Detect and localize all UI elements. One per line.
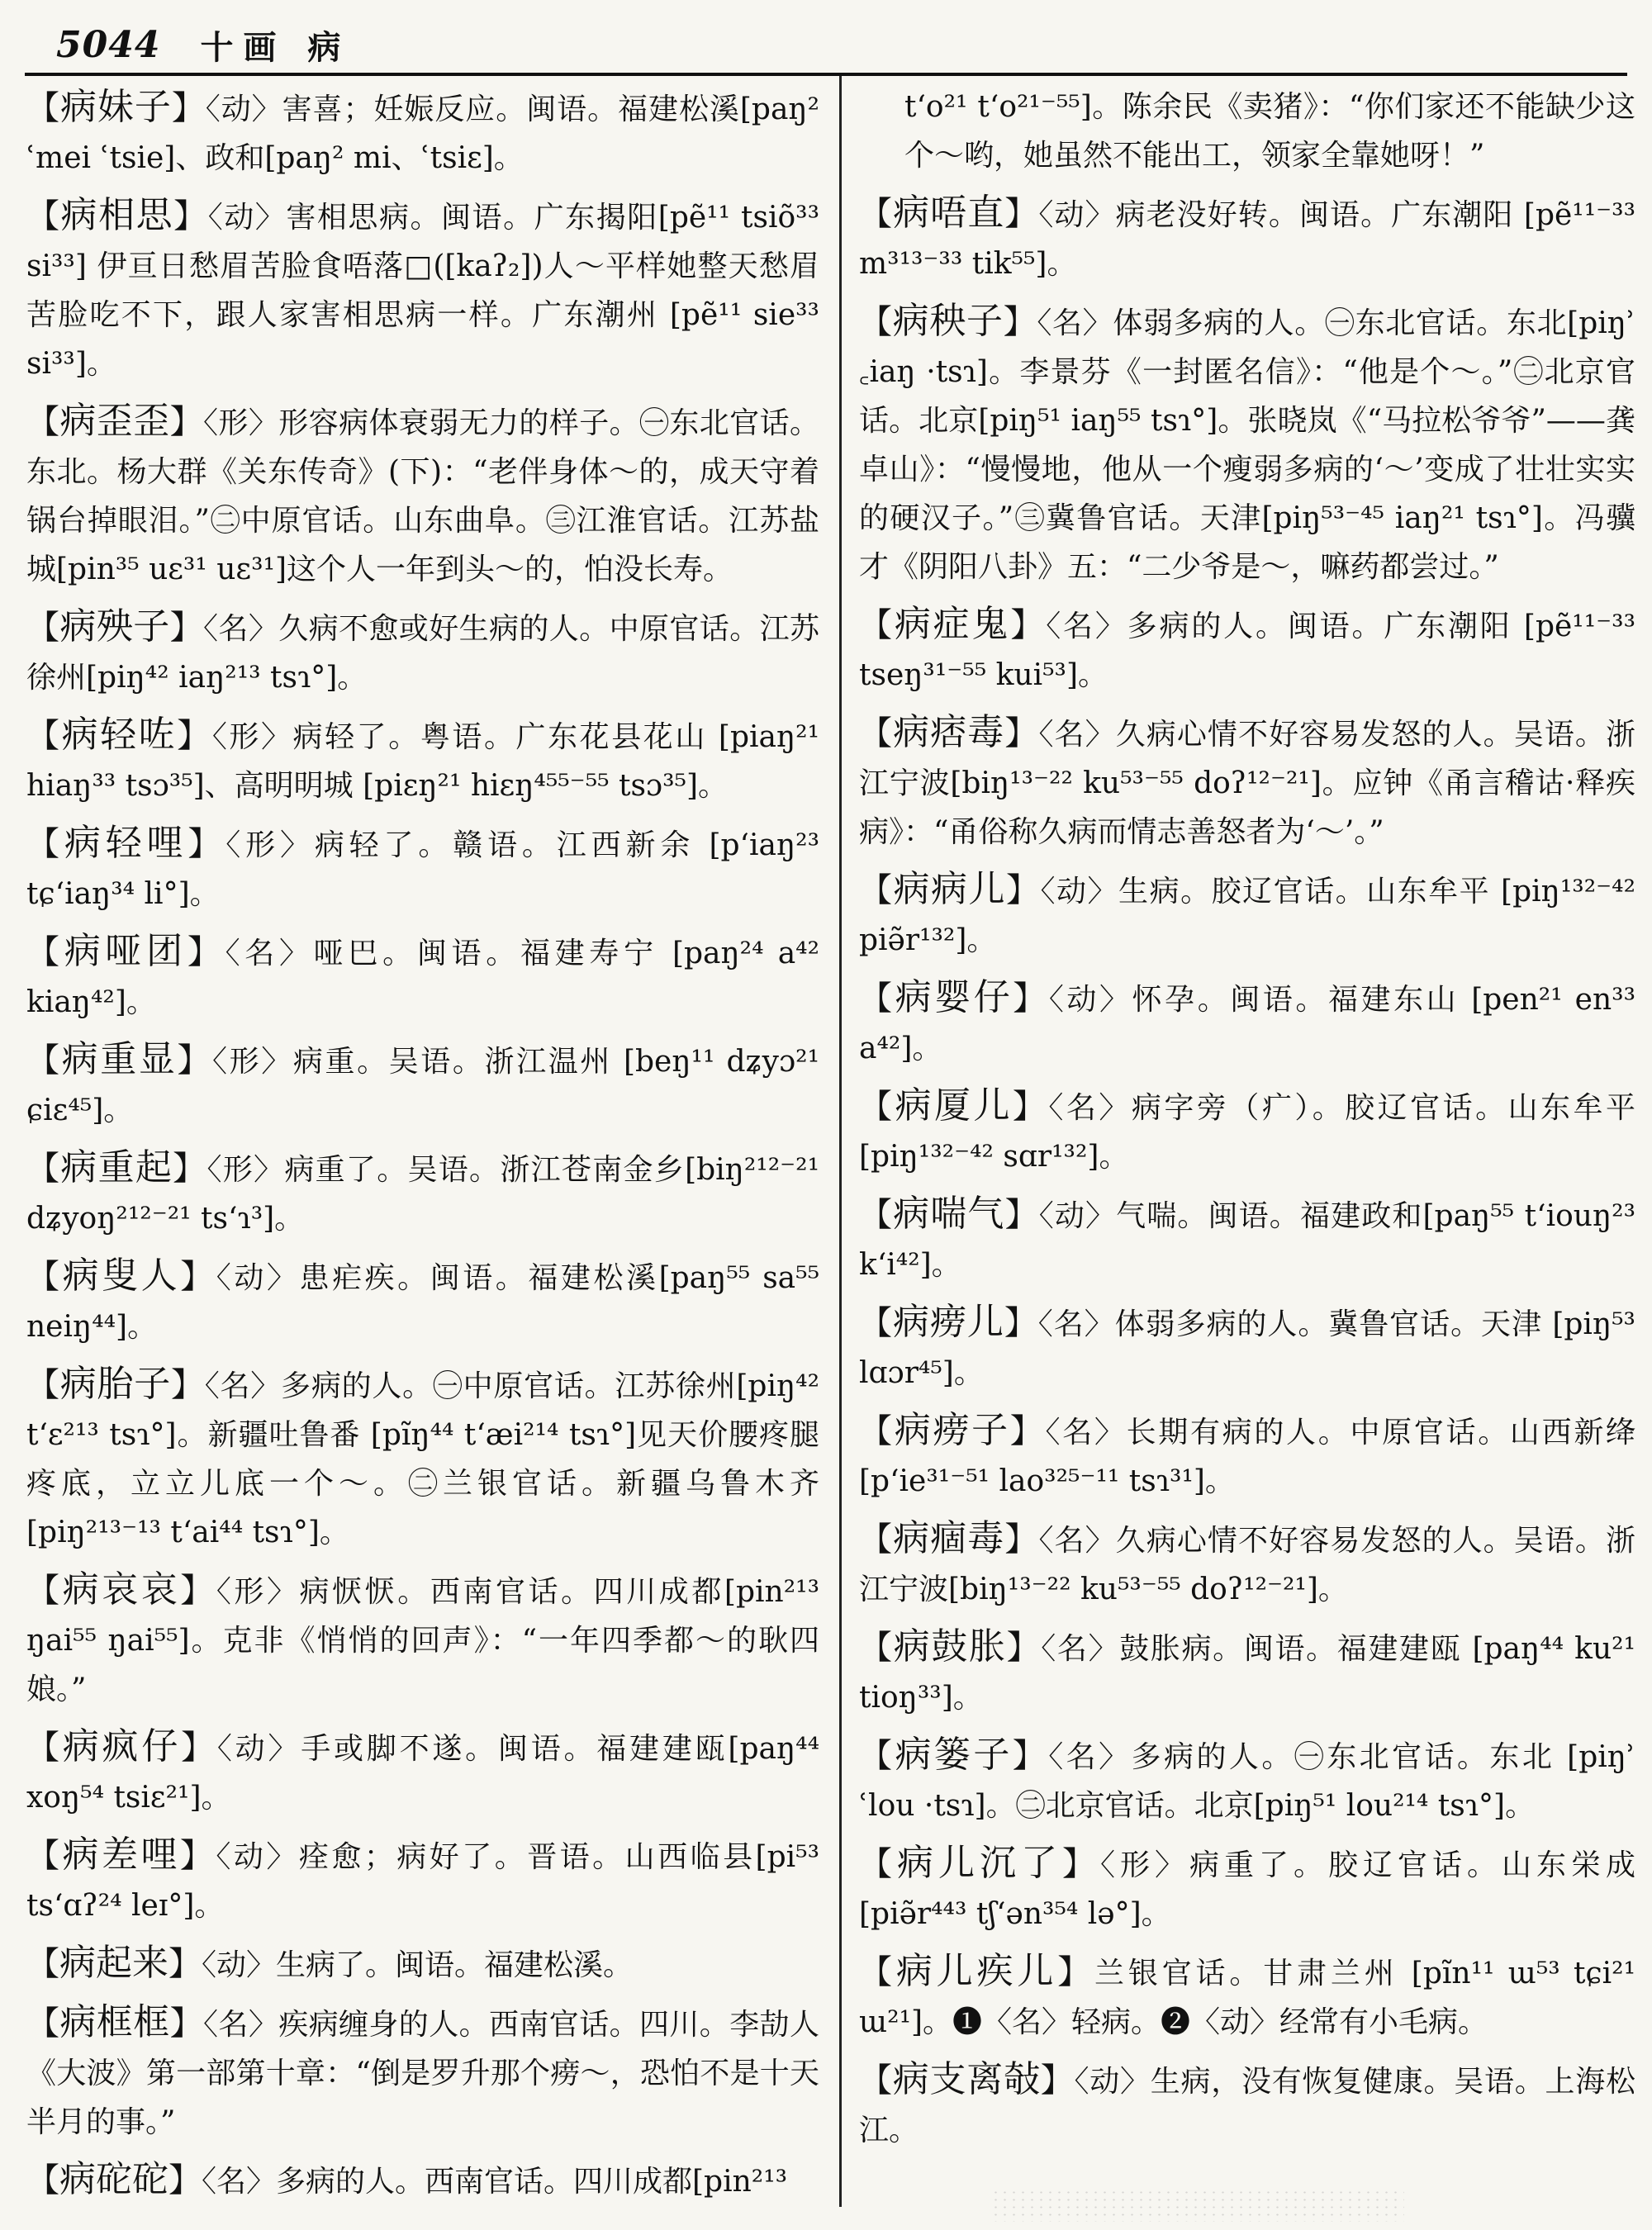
open-bracket: 【 [859, 871, 894, 909]
headword-text: 病痨子 [894, 1409, 1010, 1451]
entry-headword [859, 1084, 1048, 1127]
open-bracket: 【 [26, 197, 61, 235]
entry-headword [26, 1255, 216, 1297]
entry-definition: 〈名〉久病心情不好容易发怒的人。吴语。浙江宁波[biŋ¹³⁻²² ku⁵³⁻⁵⁵ doʔ¹²⁻²¹]。应钟《甬言稽诂·释疾病》：“甬俗称久病而情志善怒者为‘～’。” [859, 718, 1635, 849]
open-bracket: 【 [26, 1258, 63, 1296]
close-bracket: 】 [1040, 2062, 1075, 2100]
close-bracket: 】 [1004, 1196, 1039, 1234]
dictionary-entry [859, 297, 1635, 591]
open-bracket: 【 [859, 1088, 895, 1126]
headword-text: 病轻咗 [61, 714, 178, 756]
headword-text: 病秧子 [892, 300, 1004, 342]
entry-headword [859, 1301, 1038, 1343]
entry-definition: 〈名〉疾病缠身的人。西南官话。四川。李劼人《大波》第一部第十章：“倒是罗升那个痨～，恐怕不是十天半月的事。” [26, 2008, 819, 2139]
dictionary-entry [859, 865, 1635, 965]
close-bracket: 】 [169, 403, 204, 441]
dictionary-entry [26, 1035, 819, 1135]
close-bracket: 】 [180, 1258, 216, 1296]
dictionary-entry [26, 927, 819, 1027]
close-bracket: 】 [188, 825, 226, 863]
headword-text: 病疯仔 [62, 1725, 182, 1767]
entry-definition: 〈名〉多病的人。㊀中原官话。江苏徐州[piŋ⁴² tʻɛ²¹³ tsɿ°]。新疆吐鲁番 [pĩŋ⁴⁴ tʻæi²¹⁴ tsɿ°]见天价腰疼腿疼底，立立儿底一个～。㊁兰银官话。新疆乌鲁木齐 [piŋ²¹³⁻¹³ tʻai⁴⁴ tsɿ°]。 [26, 1369, 819, 1549]
open-bracket: 【 [26, 89, 60, 127]
open-bracket: 【 [859, 1521, 894, 1559]
entry-headword [26, 822, 225, 864]
entry-definition: 〈动〉患疟疾。闽语。福建松溪[paŋ⁵⁵ sa⁵⁵ neiŋ⁴⁴]。 [26, 1261, 819, 1344]
dictionary-entry [26, 2155, 819, 2206]
dictionary-entry [26, 396, 819, 594]
entry-headword [859, 1409, 1046, 1451]
close-bracket: 】 [181, 1729, 217, 1767]
close-bracket: 】 [169, 2005, 204, 2043]
dictionary-entry [26, 602, 819, 702]
entry-definition: 〈动〉生病，没有恢复健康。吴语。上海松江。 [859, 2065, 1635, 2147]
dictionary-entry [859, 1081, 1635, 1181]
dictionary-entry [859, 1839, 1635, 1938]
entry-definition: 〈动〉手或脚不遂。闽语。福建建瓯[paŋ⁴⁴ xoŋ⁵⁴ tsiɛ²¹]。 [26, 1732, 819, 1815]
dictionary-entry [26, 710, 819, 810]
entry-definition: 〈形〉病重了。吴语。浙江苍南金乡[biŋ²¹²⁻²¹ dʑyoŋ²¹²⁻²¹ tsʻɿ³]。 [26, 1153, 819, 1236]
entry-definition: 〈形〉形容病体衰弱无力的样子。㊀东北官话。东北。杨大群《关东传奇》(下)：“老伴身体～的，成天守着锅台掉眼泪。”㊁中原官话。山东曲阜。㊂江淮官话。江苏盐城[pin³⁵ uɛ³¹ uɛ³¹]这个人一年到头～的，怕没长寿。 [26, 406, 819, 586]
entry-headword [859, 976, 1049, 1018]
open-bracket: 【 [859, 606, 895, 644]
headword-text: 病重显 [61, 1038, 178, 1080]
header-rule [25, 73, 1627, 76]
entry-definition: 〈形〉病轻了。粤语。广东花县花山 [piaŋ²¹ hiaŋ³³ tsɔ³⁵]、高明明城 [piɛŋ²¹ hiɛŋ⁴⁵⁵⁻⁵⁵ tsɔ³⁵]。 [26, 720, 819, 803]
headword-text: 病篓子 [895, 1734, 1013, 1776]
close-bracket: 】 [169, 1945, 202, 1983]
open-bracket: 【 [859, 1629, 894, 1667]
entry-definition: 〈动〉害相思病。闽语。广东揭阳[pẽ¹¹ tsiõ³³ si³³] 伊亘日愁眉苦脸食唔落□([kaʔ₂])人～平样她整天愁眉苦脸吃不下，跟人家害相思病一样。广东潮州 [pẽ¹¹ sie³³ si³³]。 [26, 201, 819, 381]
headword-text: 病婴仔 [895, 976, 1014, 1018]
right-column [859, 83, 1635, 2222]
open-bracket: 【 [859, 303, 893, 341]
dictionary-entry [904, 83, 1635, 180]
headword-text: 病痞毒 [893, 711, 1005, 753]
entry-headword [26, 86, 206, 128]
entry-headword [26, 1038, 212, 1080]
open-bracket: 【 [859, 1304, 893, 1342]
headword-text: 病歪歪 [59, 400, 170, 442]
print-speckles [991, 2189, 1404, 2222]
dictionary-entry [26, 1251, 819, 1351]
entry-definition: 〈动〉害喜；妊娠反应。闽语。福建松溪[paŋ² ʿmei ʿtsie]、政和[paŋ² mi、ʿtsiɛ]。 [26, 93, 819, 175]
page-number: 5044 [56, 23, 161, 66]
headword-text: 病起来 [59, 1942, 169, 1984]
entry-headword [859, 2058, 1075, 2100]
entry-definition: 兰银官话。甘肃兰州 [pĩn¹¹ ɯ⁵³ tɕi²¹ ɯ²¹]。❶〈名〉轻病。❷〈动〉经常有小毛病。 [859, 1957, 1635, 2039]
entry-definition: 〈动〉生病了。闽语。福建松溪。 [202, 1948, 634, 1982]
open-bracket: 【 [859, 714, 894, 752]
close-bracket: 】 [1057, 1953, 1095, 1991]
entry-definition: 〈名〉鼓胀病。闽语。福建建瓯 [paŋ⁴⁴ ku²¹ tioŋ³³]。 [859, 1632, 1635, 1715]
dictionary-entry [26, 1998, 819, 2147]
entry-headword [859, 1950, 1094, 1992]
dictionary-entry [859, 2055, 1635, 2155]
entry-definition: 〈动〉气喘。闽语。福建政和[paŋ⁵⁵ tʻiouŋ²³ kʻi⁴²]。 [859, 1199, 1635, 1282]
headword-text: 病症鬼 [894, 603, 1011, 645]
headword-text: 病叟人 [62, 1255, 181, 1297]
close-bracket: 】 [177, 717, 212, 755]
entry-definition: 〈形〉病重。吴语。浙江温州 [beŋ¹¹ dʑyɔ²¹ ɕiɛ⁴⁵]。 [26, 1045, 819, 1127]
headword-text: 病鼓胀 [893, 1625, 1007, 1668]
entry-definition: 〈名〉多病的人。㊀东北官话。东北 [piŋʾ ʿlou ·tsɿ]。㊁北京官话。北京[piŋ⁵¹ lou²¹⁴ tsɿ°]。 [859, 1740, 1635, 1823]
close-bracket: 】 [1004, 195, 1039, 233]
headword-text: 病厦儿 [895, 1084, 1013, 1127]
entry-headword [26, 1725, 217, 1767]
open-bracket: 【 [26, 403, 60, 441]
entry-headword [26, 1146, 206, 1189]
dictionary-entry [26, 1830, 819, 1930]
open-bracket: 【 [26, 1572, 63, 1610]
entry-definition: 〈名〉哑巴。闽语。福建寿宁 [paŋ²⁴ a⁴² kiaŋ⁴²]。 [26, 937, 819, 1019]
entry-definition: 〈名〉多病的人。西南官话。四川成都[pin²¹³ [202, 2165, 788, 2199]
entry-headword [26, 1363, 205, 1405]
open-bracket: 【 [26, 1945, 59, 1983]
close-bracket: 】 [173, 197, 208, 235]
headword-text: 病儿疾儿 [895, 1950, 1058, 1992]
dictionary-entry [26, 1722, 819, 1822]
entry-headword [26, 2001, 203, 2043]
close-bracket: 】 [1062, 1845, 1100, 1883]
close-bracket: 】 [187, 933, 225, 971]
entry-headword [859, 192, 1038, 234]
open-bracket: 【 [26, 609, 60, 647]
close-bracket: 】 [169, 609, 204, 647]
entry-definition: 〈动〉病老没好转。闽语。广东潮阳 [pẽ¹¹⁻³³ m³¹³⁻³³ tik⁵⁵]。 [859, 198, 1635, 281]
dictionary-entry [859, 1406, 1635, 1506]
dictionary-entry [859, 1514, 1635, 1614]
entry-headword [26, 930, 225, 972]
open-bracket: 【 [26, 933, 64, 971]
entry-definition: 〈名〉久病心情不好容易发怒的人。吴语。浙江宁波[biŋ¹³⁻²² ku⁵³⁻⁵⁵ doʔ¹²⁻²¹]。 [859, 1524, 1635, 1606]
dictionary-entry [26, 818, 819, 918]
close-bracket: 】 [1004, 1521, 1039, 1559]
headword-text: 病砣砣 [59, 2158, 169, 2200]
headword-text: 病胎子 [59, 1363, 172, 1405]
dictionary-entry [859, 1622, 1635, 1722]
close-bracket: 】 [1012, 1737, 1049, 1775]
entry-headword [859, 1193, 1039, 1235]
dictionary-entry [26, 191, 819, 388]
open-bracket: 【 [26, 1041, 62, 1079]
close-bracket: 】 [1006, 871, 1041, 909]
headword-text: 病妹子 [59, 86, 172, 128]
close-bracket: 】 [1013, 980, 1049, 1018]
dictionary-entry [859, 1730, 1635, 1830]
headword-text: 病痨儿 [892, 1301, 1004, 1343]
entry-headword [859, 1734, 1048, 1776]
entry-headword [859, 1625, 1041, 1668]
dictionary-entry [26, 1143, 819, 1243]
entry-headword [859, 300, 1037, 342]
entry-definition: tʻo²¹ tʻo²¹⁻⁵⁵]。陈余民《卖猪》：“你们家还不能缺少这个～哟，她虽然不能出工，领家全靠她呀！” [904, 90, 1635, 173]
entry-definition: 〈名〉多病的人。闽语。广东潮阳 [pẽ¹¹⁻³³ tseŋ³¹⁻⁵⁵ kui⁵³]。 [859, 610, 1635, 692]
dictionary-entry [859, 1189, 1635, 1289]
entry-headword [859, 603, 1046, 645]
close-bracket: 】 [177, 1041, 213, 1079]
open-bracket: 【 [26, 825, 64, 863]
dictionary-entry [26, 1565, 819, 1714]
close-bracket: 】 [1010, 606, 1047, 644]
headword-text: 病病儿 [893, 868, 1007, 910]
close-bracket: 】 [1004, 714, 1039, 752]
entry-definition: 〈名〉体弱多病的人。㊀东北官话。东北[piŋʾ ꜀iaŋ ·tsɿ]。李景芬《一封匿名信》：“他是个～。”㊁北京官话。北京[piŋ⁵¹ iaŋ⁵⁵ tsɿ°]。张晓岚《“马拉松爷爷”——龚卓山》：“慢慢地，他从一个瘦弱多病的‘～’变成了壮壮实实的硬汉子。”㊂冀鲁官话。天津[piŋ⁵³⁻⁴⁵ iaŋ²¹ tsɿ°]。冯骥才《阴阳八卦》五：“二少爷是～，嘛药都尝过。” [859, 306, 1635, 584]
headword-text: 病喘气 [893, 1193, 1005, 1235]
header-label: 十画 病 [200, 27, 351, 67]
open-bracket: 【 [859, 1953, 896, 1991]
page-header [56, 18, 1626, 71]
headword-text: 病相思 [60, 194, 174, 236]
close-bracket: 】 [171, 1366, 205, 1404]
close-bracket: 】 [171, 89, 206, 127]
entry-headword [859, 868, 1041, 910]
open-bracket: 【 [26, 1366, 60, 1404]
entry-headword [859, 1517, 1038, 1559]
dictionary-entry [859, 1947, 1635, 2047]
entry-definition: 〈形〉病恹恹。西南官话。四川成都[pin²¹³ ŋai⁵⁵ ŋai⁵⁵]。克非《悄悄的回声》：“一年四季都～的耿四娘。” [26, 1575, 819, 1706]
entry-headword [26, 1568, 216, 1611]
open-bracket: 【 [26, 1729, 63, 1767]
entry-definition: 〈动〉生病。胶辽官话。山东牟平 [piŋ¹³²⁻⁴² piə̃r¹³²]。 [859, 875, 1635, 957]
entry-headword [859, 1842, 1100, 1884]
dictionary-entry [859, 973, 1635, 1073]
entry-definition: 〈名〉久病不愈或好生病的人。中原官话。江苏徐州[piŋ⁴² iaŋ²¹³ tsɿ°]。 [26, 612, 819, 695]
headword-text: 病框框 [59, 2001, 170, 2043]
entry-headword [26, 194, 208, 236]
open-bracket: 【 [859, 1845, 897, 1883]
headword-text: 病轻哩 [64, 822, 188, 864]
close-bracket: 】 [1003, 303, 1037, 341]
entry-headword [26, 1834, 216, 1876]
entry-headword [26, 714, 212, 756]
headword-text: 病差哩 [62, 1834, 180, 1876]
open-bracket: 【 [859, 980, 895, 1018]
open-bracket: 【 [26, 2005, 60, 2043]
entry-headword [26, 2158, 202, 2200]
close-bracket: 】 [179, 1837, 216, 1875]
open-bracket: 【 [26, 2161, 59, 2199]
open-bracket: 【 [859, 1196, 894, 1234]
entry-definition: 〈动〉痊愈；病好了。晋语。山西临县[pi⁵³ tsʻɑʔ²⁴ leɪ°]。 [26, 1840, 819, 1923]
left-column [26, 83, 819, 2222]
open-bracket: 【 [859, 2062, 893, 2100]
close-bracket: 】 [1012, 1088, 1049, 1126]
close-bracket: 】 [173, 1150, 207, 1188]
dictionary-entry [859, 708, 1635, 856]
entry-definition: 〈名〉体弱多病的人。冀鲁官话。天津 [piŋ⁵³ lɑɔr⁴⁵]。 [859, 1307, 1635, 1390]
open-bracket: 【 [859, 1412, 895, 1450]
headword-text: 病哀哀 [62, 1568, 181, 1611]
dictionary-entry [26, 1359, 819, 1557]
close-bracket: 】 [1004, 1304, 1038, 1342]
open-bracket: 【 [26, 1837, 63, 1875]
entry-definition: 〈名〉长期有病的人。中原官话。山西新绛 [pʻie³¹⁻⁵¹ lao³²⁵⁻¹¹ tsɿ³¹]。 [859, 1416, 1635, 1498]
entry-headword [26, 400, 203, 442]
entry-definition: 〈形〉病轻了。赣语。江西新余 [pʻiaŋ²³ tɕʻiaŋ³⁴ li°]。 [26, 828, 819, 911]
dictionary-entry [26, 83, 819, 183]
headword-text: 病殃子 [59, 605, 170, 648]
close-bracket: 】 [180, 1572, 216, 1610]
headword-text: 病支离敧 [892, 2058, 1041, 2100]
open-bracket: 【 [26, 717, 62, 755]
column-divider [839, 76, 842, 2207]
entry-definition: 〈动〉怀孕。闽语。福建东山 [pen²¹ en³³ a⁴²]。 [859, 983, 1635, 1065]
close-bracket: 】 [169, 2161, 202, 2199]
headword-text: 病儿沉了 [897, 1842, 1062, 1884]
dictionary-entry [859, 600, 1635, 700]
entry-headword [26, 605, 203, 648]
entry-headword [26, 1942, 202, 1984]
dictionary-entry [859, 188, 1635, 288]
entry-definition: 〈名〉病字旁（疒）。胶辽官话。山东牟平 [piŋ¹³²⁻⁴² sɑr¹³²]。 [859, 1091, 1635, 1174]
dictionary-entry [859, 1298, 1635, 1397]
headword-text: 病唔直 [893, 192, 1005, 234]
headword-text: 病哑团 [64, 930, 188, 972]
entry-headword [859, 711, 1038, 753]
close-bracket: 】 [1006, 1629, 1042, 1667]
headword-text: 病痼毒 [893, 1517, 1005, 1559]
entry-definition: 〈形〉病重了。胶辽官话。山东栄成 [piə̃r⁴⁴³ tʃʻən³⁵⁴ lə°]。 [859, 1848, 1635, 1931]
close-bracket: 】 [1009, 1412, 1046, 1450]
open-bracket: 【 [859, 195, 894, 233]
open-bracket: 【 [859, 1737, 895, 1775]
headword-text: 病重起 [60, 1146, 173, 1189]
open-bracket: 【 [26, 1150, 61, 1188]
dictionary-entry [26, 1938, 819, 1990]
